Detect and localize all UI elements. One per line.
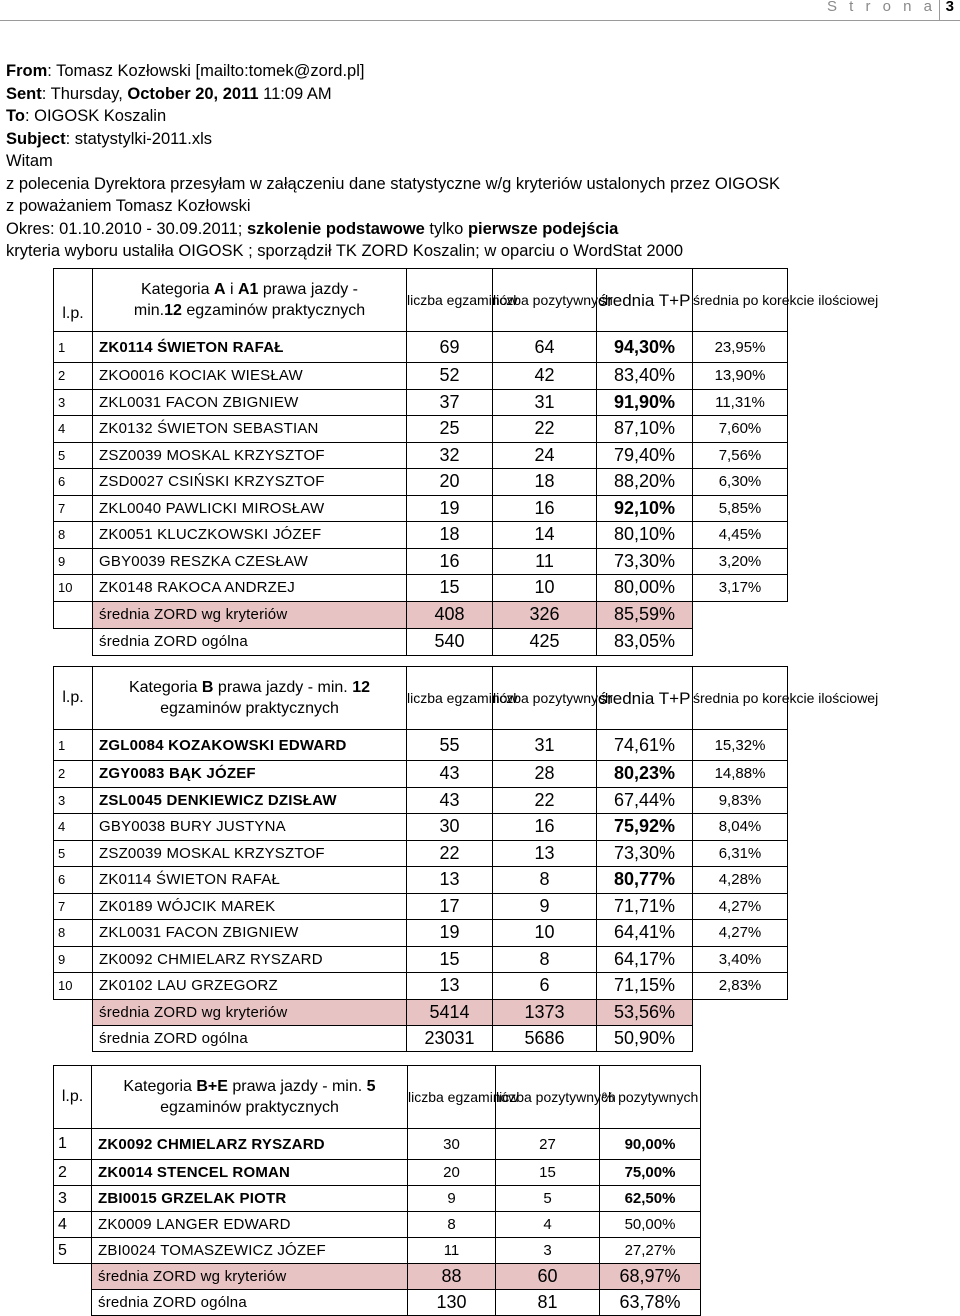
header-category: Kategoria B prawa jazdy - min. 12 egzaminów praktycznych	[93, 667, 407, 730]
row-lp: 3	[54, 787, 93, 814]
table-row	[54, 730, 788, 761]
email-period: Okres: 01.10.2010 - 30.09.2011; szkolenie podstawowe tylko pierwsze podejścia	[6, 219, 619, 238]
table-row	[54, 363, 788, 390]
row-exams: 16	[407, 548, 493, 575]
header-correction: średnia po korekcie ilościowej	[693, 667, 788, 730]
row-lp: 8	[54, 920, 93, 947]
table-row	[54, 548, 788, 575]
row-lp: 9	[54, 946, 93, 973]
header-average: średnia T+P	[597, 667, 693, 730]
row-instructor: ZKO0016 KOCIAK WIESŁAW	[93, 363, 407, 390]
row-instructor: ZK0189 WÓJCIK MAREK	[93, 893, 407, 920]
table-row	[54, 522, 788, 549]
row-instructor: ZK0132 ŚWIETON SEBASTIAN	[93, 416, 407, 443]
row-instructor: ZK0102 LAU GRZEGORZ	[93, 973, 407, 1000]
table-row	[54, 332, 788, 363]
row-positive: 6	[493, 973, 597, 1000]
summary-positive: 1373	[493, 999, 597, 1025]
row-exams: 9	[408, 1186, 496, 1212]
header-positive: liczba pozytywnych	[496, 1066, 600, 1129]
header-lp: l.p.	[54, 667, 93, 730]
row-lp: 7	[54, 495, 93, 522]
row-percent: 75,00%	[600, 1160, 701, 1186]
row-lp: 5	[54, 442, 93, 469]
header-positive: liczba pozytywnych	[493, 667, 597, 730]
row-correction: 3,20%	[693, 548, 788, 575]
table-category-b	[53, 666, 879, 1052]
row-instructor: GBY0038 BURY JUSTYNA	[93, 814, 407, 841]
summary-exams: 130	[408, 1290, 496, 1316]
table-row	[54, 893, 788, 920]
row-positive: 9	[493, 893, 597, 920]
row-instructor: ZK0009 LANGER EDWARD	[92, 1212, 408, 1238]
email-criteria: kryteria wyboru ustaliła OIGOSK ; sporządził TK ZORD Koszalin; w oparciu o WordStat 2000	[6, 242, 684, 260]
email-body	[6, 60, 946, 263]
row-exams: 43	[407, 787, 493, 814]
row-exams: 15	[407, 575, 493, 602]
summary-positive: 81	[496, 1290, 600, 1316]
table-row	[54, 946, 788, 973]
row-average: 73,30%	[597, 840, 693, 867]
email-from: From: Tomasz Kozłowski [mailto:tomek@zord.pl]	[6, 62, 365, 80]
summary-lp	[54, 999, 93, 1025]
row-correction: 6,31%	[693, 840, 788, 867]
row-correction: 4,27%	[693, 893, 788, 920]
table-row	[54, 920, 788, 947]
summary-percent: 68,97%	[600, 1264, 701, 1290]
table-row	[54, 840, 788, 867]
row-instructor: ZSZ0039 MOSKAL KRZYSZTOF	[93, 442, 407, 469]
summary-average: 50,90%	[597, 1025, 693, 1051]
header-correction: średnia po korekcie ilościowej	[693, 269, 788, 332]
row-exams: 20	[407, 469, 493, 496]
row-positive: 14	[493, 522, 597, 549]
row-instructor: ZK0051 KLUCZKOWSKI JÓZEF	[93, 522, 407, 549]
email-body-line-2: z poważaniem Tomasz Kozłowski	[6, 197, 251, 215]
header-positive: liczba pozytywnych	[493, 269, 597, 332]
row-correction: 9,83%	[693, 787, 788, 814]
email-sent: Sent: Thursday, October 20, 2011 11:09 AM	[6, 84, 332, 103]
summary-positive: 60	[496, 1264, 600, 1290]
row-exams: 69	[407, 332, 493, 363]
summary-lp	[54, 1264, 92, 1290]
row-average: 94,30%	[597, 332, 693, 363]
email-subject: Subject: statystylki-2011.xls	[6, 129, 213, 148]
row-instructor: ZSD0027 CSIŃSKI KRZYSZTOF	[93, 469, 407, 496]
row-average: 71,15%	[597, 973, 693, 1000]
table-header-row	[54, 667, 788, 730]
row-correction: 15,32%	[693, 730, 788, 761]
row-positive: 8	[493, 867, 597, 894]
row-exams: 15	[407, 946, 493, 973]
table-row	[54, 389, 788, 416]
row-positive: 31	[493, 389, 597, 416]
row-correction: 13,90%	[693, 363, 788, 390]
row-average: 92,10%	[597, 495, 693, 522]
row-average: 75,92%	[597, 814, 693, 841]
row-exams: 19	[407, 920, 493, 947]
row-positive: 22	[493, 416, 597, 443]
row-average: 91,90%	[597, 389, 693, 416]
table-category-a	[53, 268, 879, 656]
row-instructor: ZK0114 ŚWIETON RAFAŁ	[93, 332, 407, 363]
row-positive: 28	[493, 761, 597, 788]
row-average: 74,61%	[597, 730, 693, 761]
row-positive: 5	[496, 1186, 600, 1212]
table-header-row	[54, 269, 788, 332]
header-exams: liczba egzaminów	[408, 1066, 496, 1129]
table-row	[54, 761, 788, 788]
row-lp: 3	[54, 389, 93, 416]
summary-percent: 63,78%	[600, 1290, 701, 1316]
header-category: Kategoria A i A1 prawa jazdy - min.12 egzaminów praktycznych	[93, 269, 407, 332]
summary-general-row	[54, 628, 788, 655]
row-exams: 8	[408, 1212, 496, 1238]
summary-average: 53,56%	[597, 999, 693, 1025]
row-lp: 8	[54, 522, 93, 549]
summary-lp	[54, 628, 93, 655]
table-header-row	[54, 1066, 701, 1129]
row-lp: 9	[54, 548, 93, 575]
summary-criteria-row	[54, 601, 788, 628]
email-greeting: Witam	[6, 152, 53, 170]
row-instructor: ZGY0083 BĄK JÓZEF	[93, 761, 407, 788]
row-lp: 6	[54, 867, 93, 894]
row-correction: 11,31%	[693, 389, 788, 416]
row-exams: 22	[407, 840, 493, 867]
row-average: 83,40%	[597, 363, 693, 390]
row-percent: 27,27%	[600, 1238, 701, 1264]
row-correction: 14,88%	[693, 761, 788, 788]
row-exams: 37	[407, 389, 493, 416]
row-lp: 6	[54, 469, 93, 496]
row-exams: 11	[408, 1238, 496, 1264]
row-correction: 7,60%	[693, 416, 788, 443]
row-percent: 62,50%	[600, 1186, 701, 1212]
table-row	[54, 1212, 701, 1238]
page-header	[0, 0, 960, 21]
row-correction: 2,83%	[693, 973, 788, 1000]
table-row	[54, 1238, 701, 1264]
row-positive: 18	[493, 469, 597, 496]
row-lp: 2	[54, 761, 93, 788]
row-lp: 1	[54, 332, 93, 363]
row-average: 80,77%	[597, 867, 693, 894]
row-positive: 11	[493, 548, 597, 575]
row-instructor: ZKL0031 FACON ZBIGNIEW	[93, 920, 407, 947]
header-exams: liczba egzaminów	[407, 269, 493, 332]
table-row	[54, 1129, 701, 1160]
summary-average: 83,05%	[597, 628, 693, 655]
row-positive: 13	[493, 840, 597, 867]
row-average: 88,20%	[597, 469, 693, 496]
row-average: 64,41%	[597, 920, 693, 947]
row-positive: 42	[493, 363, 597, 390]
row-exams: 13	[407, 867, 493, 894]
row-exams: 30	[408, 1129, 496, 1160]
summary-label: średnia ZORD wg kryteriów	[92, 1264, 408, 1290]
row-exams: 32	[407, 442, 493, 469]
row-positive: 3	[496, 1238, 600, 1264]
summary-label: średnia ZORD ogólna	[92, 1290, 408, 1316]
summary-exams: 408	[407, 601, 493, 628]
row-exams: 20	[408, 1160, 496, 1186]
row-lp: 10	[54, 973, 93, 1000]
summary-average: 85,59%	[597, 601, 693, 628]
row-correction: 4,28%	[693, 867, 788, 894]
row-positive: 27	[496, 1129, 600, 1160]
summary-label: średnia ZORD ogólna	[93, 1025, 407, 1051]
row-positive: 64	[493, 332, 597, 363]
row-lp: 1	[54, 730, 93, 761]
email-body-line-1: z polecenia Dyrektora przesyłam w załączeniu dane statystyczne w/g kryteriów ustalonych przez OIGOSK	[6, 174, 780, 193]
table-row	[54, 495, 788, 522]
summary-lp	[54, 1025, 93, 1051]
header-exams: liczba egzaminów	[407, 667, 493, 730]
row-average: 67,44%	[597, 787, 693, 814]
row-average: 71,71%	[597, 893, 693, 920]
row-percent: 90,00%	[600, 1129, 701, 1160]
row-positive: 8	[493, 946, 597, 973]
summary-criteria-row	[54, 1264, 701, 1290]
row-lp: 4	[54, 1212, 92, 1238]
table-row	[54, 575, 788, 602]
row-instructor: ZK0114 ŚWIETON RAFAŁ	[93, 867, 407, 894]
row-instructor: ZK0014 STENCEL ROMAN	[92, 1160, 408, 1186]
row-correction: 3,40%	[693, 946, 788, 973]
row-instructor: GBY0039 RESZKA CZESŁAW	[93, 548, 407, 575]
row-instructor: ZBI0024 TOMASZEWICZ JÓZEF	[92, 1238, 408, 1264]
summary-exams: 88	[408, 1264, 496, 1290]
row-correction: 23,95%	[693, 332, 788, 363]
row-exams: 43	[407, 761, 493, 788]
row-exams: 55	[407, 730, 493, 761]
row-average: 80,10%	[597, 522, 693, 549]
row-positive: 22	[493, 787, 597, 814]
row-positive: 4	[496, 1212, 600, 1238]
row-percent: 50,00%	[600, 1212, 701, 1238]
table-row	[54, 469, 788, 496]
row-instructor: ZSL0045 DENKIEWICZ DZISŁAW	[93, 787, 407, 814]
row-exams: 30	[407, 814, 493, 841]
row-positive: 16	[493, 814, 597, 841]
summary-label: średnia ZORD wg kryteriów	[93, 601, 407, 628]
summary-positive: 326	[493, 601, 597, 628]
row-lp: 1	[54, 1129, 92, 1160]
row-correction: 3,17%	[693, 575, 788, 602]
row-instructor: ZK0148 RAKOCA ANDRZEJ	[93, 575, 407, 602]
row-instructor: ZSZ0039 MOSKAL KRZYSZTOF	[93, 840, 407, 867]
row-positive: 24	[493, 442, 597, 469]
row-instructor: ZK0092 CHMIELARZ RYSZARD	[92, 1129, 408, 1160]
row-average: 73,30%	[597, 548, 693, 575]
row-average: 79,40%	[597, 442, 693, 469]
row-correction: 8,04%	[693, 814, 788, 841]
row-lp: 5	[54, 1238, 92, 1264]
header-lp: l.p.	[54, 1066, 92, 1129]
row-positive: 16	[493, 495, 597, 522]
summary-exams: 540	[407, 628, 493, 655]
summary-empty	[693, 999, 788, 1025]
email-to: To: OIGOSK Koszalin	[6, 107, 167, 125]
row-instructor: ZKL0040 PAWLICKI MIROSŁAW	[93, 495, 407, 522]
row-lp: 2	[54, 1160, 92, 1186]
row-lp: 10	[54, 575, 93, 602]
summary-general-row	[54, 1025, 788, 1051]
row-average: 87,10%	[597, 416, 693, 443]
summary-empty	[693, 628, 788, 655]
row-instructor: ZBI0015 GRZELAK PIOTR	[92, 1186, 408, 1212]
table-row	[54, 416, 788, 443]
row-exams: 17	[407, 893, 493, 920]
summary-label: średnia ZORD ogólna	[93, 628, 407, 655]
row-instructor: ZK0092 CHMIELARZ RYSZARD	[93, 946, 407, 973]
table-row	[54, 442, 788, 469]
row-correction: 7,56%	[693, 442, 788, 469]
page-separator	[939, 0, 940, 20]
summary-empty	[693, 1025, 788, 1051]
row-exams: 25	[407, 416, 493, 443]
table-row	[54, 787, 788, 814]
table-row	[54, 1186, 701, 1212]
row-exams: 18	[407, 522, 493, 549]
table-row	[54, 867, 788, 894]
row-lp: 4	[54, 814, 93, 841]
row-lp: 4	[54, 416, 93, 443]
header-lp: l.p.	[54, 269, 93, 332]
row-positive: 31	[493, 730, 597, 761]
row-positive: 10	[493, 920, 597, 947]
header-average: średnia T+P	[597, 269, 693, 332]
header-category: Kategoria B+E prawa jazdy - min. 5 egzaminów praktycznych	[92, 1066, 408, 1129]
header-percent: % pozytywnych	[600, 1066, 701, 1129]
row-instructor: ZKL0031 FACON ZBIGNIEW	[93, 389, 407, 416]
summary-label: średnia ZORD wg kryteriów	[93, 999, 407, 1025]
row-positive: 15	[496, 1160, 600, 1186]
summary-positive: 5686	[493, 1025, 597, 1051]
summary-criteria-row	[54, 999, 788, 1025]
summary-lp	[54, 601, 93, 628]
summary-empty	[693, 601, 788, 628]
row-correction: 5,85%	[693, 495, 788, 522]
summary-lp	[54, 1290, 92, 1316]
row-exams: 52	[407, 363, 493, 390]
row-instructor: ZGL0084 KOZAKOWSKI EDWARD	[93, 730, 407, 761]
row-correction: 4,45%	[693, 522, 788, 549]
row-average: 80,23%	[597, 761, 693, 788]
row-positive: 10	[493, 575, 597, 602]
table-row	[54, 1160, 701, 1186]
row-average: 80,00%	[597, 575, 693, 602]
row-exams: 19	[407, 495, 493, 522]
row-lp: 5	[54, 840, 93, 867]
row-lp: 2	[54, 363, 93, 390]
row-exams: 13	[407, 973, 493, 1000]
summary-exams: 23031	[407, 1025, 493, 1051]
table-row	[54, 973, 788, 1000]
row-correction: 4,27%	[693, 920, 788, 947]
row-correction: 6,30%	[693, 469, 788, 496]
summary-general-row	[54, 1290, 701, 1316]
table-row	[54, 814, 788, 841]
summary-positive: 425	[493, 628, 597, 655]
table-category-be	[53, 1065, 701, 1316]
row-lp: 3	[54, 1186, 92, 1212]
row-average: 64,17%	[597, 946, 693, 973]
page-number: 3	[945, 0, 954, 15]
row-lp: 7	[54, 893, 93, 920]
summary-exams: 5414	[407, 999, 493, 1025]
page-label: S t r o n a	[826, 0, 936, 15]
